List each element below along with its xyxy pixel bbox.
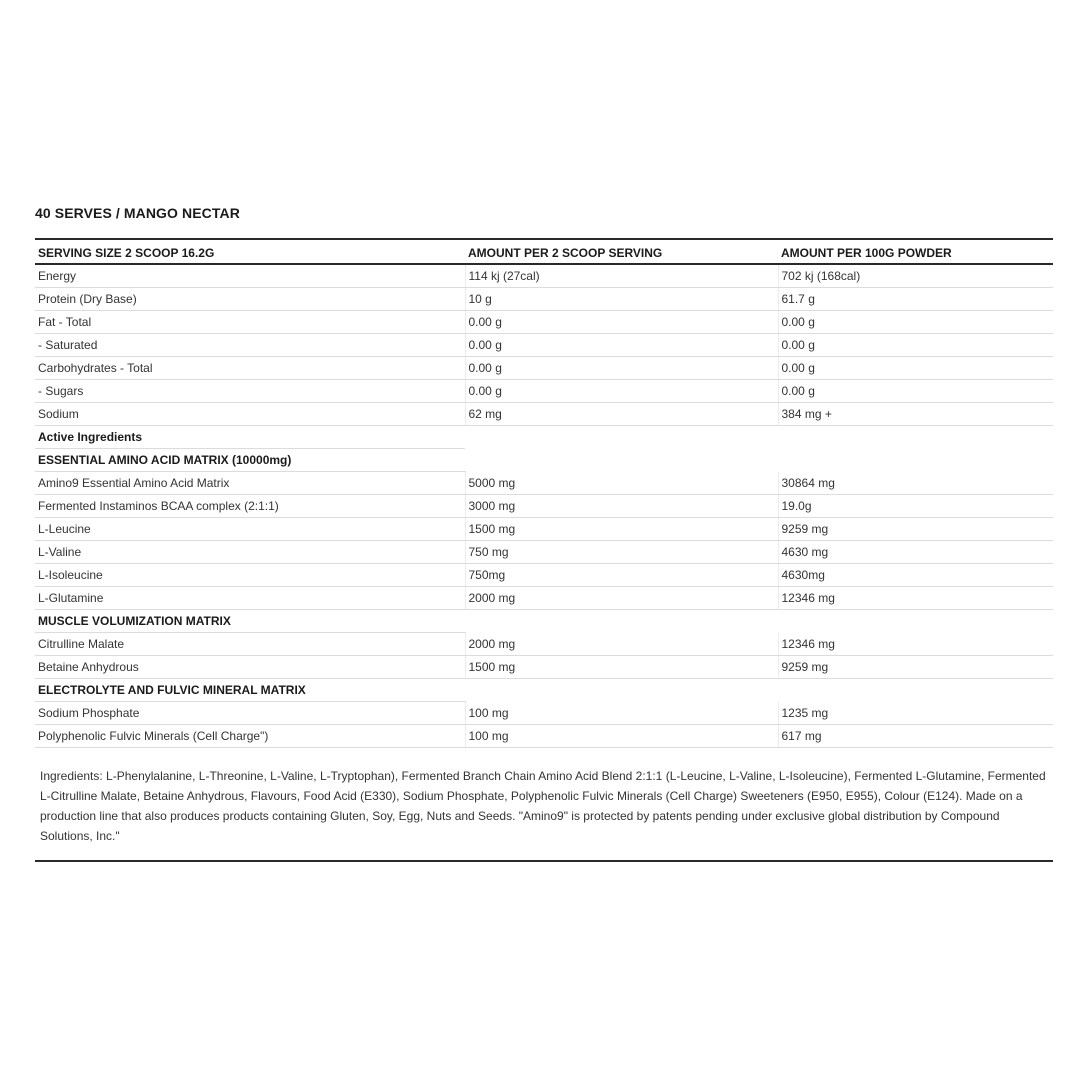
section-spacer	[465, 610, 1053, 633]
nutrient-name: Fermented Instaminos BCAA complex (2:1:1)	[35, 495, 465, 518]
amount-per-serving: 0.00 g	[465, 380, 778, 403]
section-label: Active Ingredients	[35, 426, 465, 449]
amount-per-100g: 9259 mg	[778, 518, 1053, 541]
amount-per-100g: 1235 mg	[778, 702, 1053, 725]
nutrient-name: L-Isoleucine	[35, 564, 465, 587]
nutrient-name: L-Glutamine	[35, 587, 465, 610]
section-header-row	[35, 426, 1053, 449]
amount-per-serving: 3000 mg	[465, 495, 778, 518]
table-row	[35, 403, 1053, 426]
nutrient-name: Polyphenolic Fulvic Minerals (Cell Charge")	[35, 725, 465, 748]
amount-per-100g: 702 kj (168cal)	[778, 264, 1053, 288]
nutrient-name: Betaine Anhydrous	[35, 656, 465, 679]
nutrient-name: Carbohydrates - Total	[35, 357, 465, 380]
amount-per-serving: 62 mg	[465, 403, 778, 426]
section-header-row	[35, 679, 1053, 702]
amount-per-100g: 0.00 g	[778, 311, 1053, 334]
amount-per-serving: 2000 mg	[465, 587, 778, 610]
amount-per-serving: 5000 mg	[465, 472, 778, 495]
amount-per-100g: 12346 mg	[778, 587, 1053, 610]
section-spacer	[465, 449, 1053, 472]
table-row	[35, 380, 1053, 403]
amount-per-serving: 750 mg	[465, 541, 778, 564]
nutrient-name: Amino9 Essential Amino Acid Matrix	[35, 472, 465, 495]
amount-per-100g: 4630mg	[778, 564, 1053, 587]
section-label: MUSCLE VOLUMIZATION MATRIX	[35, 610, 465, 633]
nutrient-name: L-Leucine	[35, 518, 465, 541]
table-row	[35, 472, 1053, 495]
section-spacer	[465, 426, 1053, 449]
nutrient-name: Citrulline Malate	[35, 633, 465, 656]
table-row	[35, 311, 1053, 334]
amount-per-100g: 4630 mg	[778, 541, 1053, 564]
nutrient-name: Protein (Dry Base)	[35, 288, 465, 311]
table-row	[35, 564, 1053, 587]
panel-title: 40 SERVES / MANGO NECTAR	[35, 205, 240, 221]
amount-per-100g: 30864 mg	[778, 472, 1053, 495]
table-row	[35, 725, 1053, 748]
amount-per-serving: 100 mg	[465, 725, 778, 748]
section-label: ELECTROLYTE AND FULVIC MINERAL MATRIX	[35, 679, 465, 702]
section-spacer	[465, 679, 1053, 702]
nutrient-name: Fat - Total	[35, 311, 465, 334]
table-body	[35, 264, 1053, 748]
amount-per-serving: 0.00 g	[465, 311, 778, 334]
header-per-100g: AMOUNT PER 100G POWDER	[778, 239, 1053, 264]
table-row	[35, 656, 1053, 679]
table-row	[35, 702, 1053, 725]
header-per-serving: AMOUNT PER 2 SCOOP SERVING	[465, 239, 778, 264]
table-row	[35, 587, 1053, 610]
amount-per-serving: 1500 mg	[465, 656, 778, 679]
section-header-row	[35, 449, 1053, 472]
table-row	[35, 518, 1053, 541]
amount-per-serving: 0.00 g	[465, 357, 778, 380]
ingredients-text: Ingredients: L-Phenylalanine, L-Threonine, L-Valine, L-Tryptophan), Fermented Branch Chain Amino Acid Blend 2:1:1 (L-Leucine, L-Valine, L-Isoleucine), Fermented L-Glutamine, Fermented L-Citrulline Malate, Betaine Anhydrous, Flavours, Food Acid (E330), Sodium Phosphate, Polyphenolic Fulvic Minerals (Cell Charge) Sweeteners (E950, E955), Colour (E124). Made on a production line that also produces products containing Gluten, Soy, Egg, Nuts and Seeds. "Amino9" is protected by patents pending under exclusive global distribution by Compound Solutions, Inc."	[35, 748, 1053, 862]
table-row	[35, 541, 1053, 564]
table-row	[35, 357, 1053, 380]
nutrition-table	[35, 238, 1053, 748]
amount-per-serving: 0.00 g	[465, 334, 778, 357]
amount-per-100g: 0.00 g	[778, 334, 1053, 357]
amount-per-100g: 0.00 g	[778, 380, 1053, 403]
amount-per-100g: 61.7 g	[778, 288, 1053, 311]
amount-per-serving: 10 g	[465, 288, 778, 311]
nutrient-name: - Saturated	[35, 334, 465, 357]
amount-per-100g: 12346 mg	[778, 633, 1053, 656]
section-header-row	[35, 610, 1053, 633]
nutrient-name: L-Valine	[35, 541, 465, 564]
amount-per-100g: 384 mg +	[778, 403, 1053, 426]
nutrient-name: Sodium Phosphate	[35, 702, 465, 725]
section-label: ESSENTIAL AMINO ACID MATRIX (10000mg)	[35, 449, 465, 472]
amount-per-100g: 9259 mg	[778, 656, 1053, 679]
table-row	[35, 495, 1053, 518]
nutrient-name: Energy	[35, 264, 465, 288]
header-serving-size: SERVING SIZE 2 SCOOP 16.2G	[35, 239, 465, 264]
amount-per-serving: 2000 mg	[465, 633, 778, 656]
amount-per-100g: 19.0g	[778, 495, 1053, 518]
amount-per-100g: 617 mg	[778, 725, 1053, 748]
amount-per-serving: 114 kj (27cal)	[465, 264, 778, 288]
amount-per-100g: 0.00 g	[778, 357, 1053, 380]
table-row	[35, 264, 1053, 288]
table-row	[35, 633, 1053, 656]
nutrient-name: Sodium	[35, 403, 465, 426]
amount-per-serving: 1500 mg	[465, 518, 778, 541]
amount-per-serving: 750mg	[465, 564, 778, 587]
nutrient-name: - Sugars	[35, 380, 465, 403]
table-row	[35, 334, 1053, 357]
nutrition-panel	[35, 200, 1053, 862]
table-header-row	[35, 239, 1053, 264]
table-row	[35, 288, 1053, 311]
amount-per-serving: 100 mg	[465, 702, 778, 725]
